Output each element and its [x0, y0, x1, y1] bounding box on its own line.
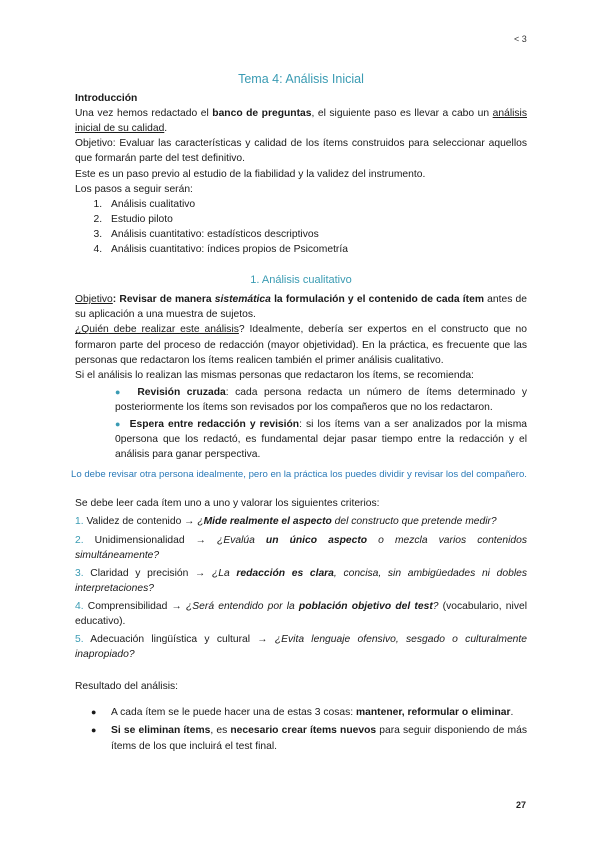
criteria-intro: Se debe leer cada ítem uno a uno y valorar los siguientes criterios: — [75, 498, 380, 510]
steps-list — [75, 197, 527, 257]
recommend-intro: Si el análisis lo realizan las mismas personas que redactaron los ítems, se recomienda: — [75, 369, 474, 381]
bullet-icon: ● — [91, 707, 97, 718]
intro-heading: Introducción — [75, 93, 138, 105]
list-item: 1. Análisis cualitativo — [105, 197, 527, 212]
list-item: 5. Adecuación lingüística y cultural → ¿Evita lenguaje ofensivo, sesgado o culturalmente inapropiado? — [75, 634, 527, 661]
bullet-icon: ● — [91, 725, 97, 736]
list-item: 4. Análisis cuantitativo: índices propios de Psicometría — [105, 242, 527, 257]
list-item: 2. Unidimensionalidad → ¿Evalúa un único aspecto o mezcla varios contenidos simultáneamente? — [75, 534, 528, 561]
list-item: 1. Validez de contenido → ¿Mide realmente el aspecto del constructo que pretende medir? — [75, 516, 497, 528]
bullet-icon: ● — [115, 386, 125, 397]
page-title: Tema 4: Análisis Inicial — [238, 72, 364, 86]
list-item: ● Espera entre redacción y revisión: si los ítems van a ser analizados por la misma 0persona que los redactó, es fundamental dejar pasar tiempo entre la redacción y el análisis para ganar perspectiva. — [115, 418, 528, 461]
list-item: ● A cada ítem se le puede hacer una de estas 3 cosas: mantener, reformular o eliminar. — [111, 705, 527, 720]
results-list — [75, 705, 527, 753]
list-item: ● Revisión cruzada: cada persona redacta un número de ítems determinado y posteriormente los ítems son revisados por los compañeros que no los redactaron. — [115, 386, 527, 413]
section-title: 1. Análisis cualitativo — [250, 274, 352, 287]
list-item: 3. Claridad y precisión → ¿La redacción es clara, concisa, sin ambigüedades ni dobles interpretaciones? — [75, 567, 527, 594]
list-item: 3. Análisis cuantitativo: estadísticos descriptivos — [105, 227, 527, 242]
note-text: Lo debe revisar otra persona idealmente, pero en la práctica los puedes dividir y revisar los del compañero. — [71, 469, 527, 481]
intro-paragraph-3: Este es un paso previo al estudio de la fiabilidad y la validez del instrumento. — [75, 168, 426, 180]
intro-paragraph-1: Una vez hemos redactado el banco de preguntas, el siguiente paso es llevar a cabo un análisis inicial de su calidad. — [75, 108, 527, 135]
list-item: 4. Comprensibilidad → ¿Será entendido por la población objetivo del test? (vocabulario, nivel educativo). — [75, 600, 527, 627]
bullet-icon: ● — [115, 418, 122, 429]
section-objective: Objetivo: Revisar de manera sistemática la formulación y el contenido de cada ítem antes de su aplicación a una muestra de sujetos. — [75, 294, 527, 321]
criteria-list — [75, 514, 527, 662]
list-item: ● Si se eliminan ítems, es necesario crear ítems nuevos para seguir disponiendo de más ítems de los que incluirá el test final. — [91, 725, 527, 752]
who-paragraph: ¿Quién debe realizar este análisis? Idealmente, debería ser expertos en el constructo que no formaron parte del proceso de redacción (mayor objetividad). En la práctica, es frecuente que las personas que redactaron los ítems realicen también el primer análisis cualitativo. — [75, 324, 527, 366]
page-tag: < 3 — [514, 34, 527, 44]
recommendations-list — [75, 385, 527, 462]
result-heading: Resultado del análisis: — [75, 681, 179, 693]
intro-objective: Objetivo: Evaluar las características y calidad de los ítems construidos para seleccionar aquellos que formarán parte del test definitivo. — [75, 138, 527, 165]
intro-paragraph-4: Los pasos a seguir serán: — [75, 183, 193, 195]
page-content — [71, 72, 528, 757]
list-item: 2. Estudio piloto — [105, 212, 527, 227]
page-number: 27 — [516, 800, 527, 810]
